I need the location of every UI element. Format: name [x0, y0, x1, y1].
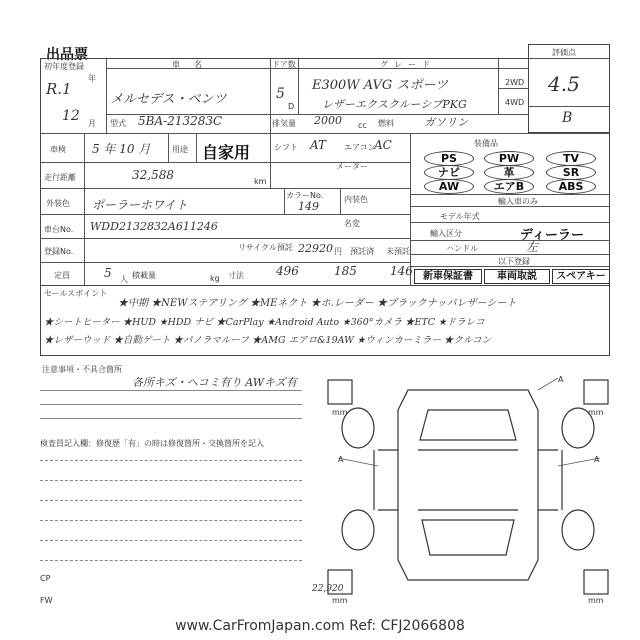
- engine-value: 2000: [314, 114, 342, 127]
- svg-text:A: A: [594, 455, 600, 464]
- fuel-value: ガソリン: [424, 116, 468, 129]
- height-value: 146: [390, 264, 413, 278]
- document-badge: スペアキー: [552, 269, 610, 284]
- sales-points-line-3: ★レザーウッド ★自動ゲート ★パノラマルーフ ★AMG エアロ&19AW ★ウィンカーミラー ★クルコン: [44, 335, 492, 346]
- svg-text:A: A: [558, 375, 564, 384]
- sales-points-label: セールスポイント: [44, 289, 108, 298]
- legend-fw: FW: [40, 596, 53, 605]
- document-badge: 新車保証書: [414, 269, 482, 284]
- equipment-item: SR: [546, 165, 596, 180]
- diagram-total: 22,920: [312, 584, 344, 594]
- equipment-label: 装備品: [474, 139, 498, 148]
- equipment-item: ABS: [546, 179, 596, 194]
- first-reg-label: 初年度登録: [44, 62, 84, 71]
- exterior-color-value: ポーラーホワイト: [92, 198, 188, 212]
- capacity-value: 5: [104, 266, 112, 280]
- legend-cp: CP: [40, 574, 51, 583]
- use-value: 自家用: [202, 143, 251, 162]
- shift-value: AT: [310, 138, 327, 152]
- eval-score: 4.5: [548, 72, 580, 96]
- equipment-item: ナビ: [424, 165, 474, 180]
- notes-value: 各所キズ・ヘコミ有り AWキズ有: [132, 376, 297, 389]
- length-value: 496: [276, 264, 299, 278]
- car-name-label: 車名: [172, 60, 216, 69]
- recycle-value: 22920: [298, 242, 333, 255]
- sales-points-line-1: ★中期 ★NEWステアリング ★MEネクト ★ホ.レーダー ★ブラックナッパレザーシート: [118, 298, 517, 309]
- notes-label: 注意事項・不具合箇所: [42, 365, 122, 374]
- mileage-value: 32,588: [132, 168, 174, 182]
- first-reg-month: 12: [62, 108, 80, 124]
- chassis-value: WDD2132832A611246: [90, 220, 218, 233]
- import-class-value: ディーラー: [520, 228, 584, 243]
- svg-text:A: A: [338, 455, 344, 464]
- grade-value-2: レザーエクスクルーシブPKG: [322, 98, 467, 111]
- eval-label: 評価点: [552, 48, 576, 57]
- equipment-item: PW: [484, 151, 534, 166]
- doors-value: 5: [276, 86, 285, 102]
- color-code-value: 149: [298, 200, 319, 213]
- document-badge: 車両取説: [484, 269, 550, 284]
- car-name-value: メルセデス・ベンツ: [110, 92, 227, 107]
- grade-value: E300W AVG スポーツ: [312, 78, 448, 93]
- watermark: www.CarFromJapan.com Ref: CFJ2066808: [175, 618, 465, 634]
- model-code: 5BA-213283C: [138, 114, 223, 128]
- inspector-label: 検査員記入欄：修復歴「有」の時は修復箇所・交換箇所を記入: [40, 439, 264, 448]
- equipment-item: TV: [546, 151, 596, 166]
- equipment-item: AW: [424, 179, 474, 194]
- handle-value: 左: [526, 240, 539, 254]
- car-damage-diagram: [318, 370, 618, 610]
- first-reg-year: R.1: [46, 80, 72, 98]
- equipment-item: エアB: [484, 179, 534, 194]
- interior-score: B: [562, 110, 573, 126]
- inspection-value: 5 年 10 月: [92, 142, 151, 156]
- grade-label: グレード: [380, 60, 436, 69]
- equipment-item: PS: [424, 151, 474, 166]
- width-value: 185: [334, 264, 357, 278]
- ac-value: AC: [374, 138, 392, 152]
- sales-points-line-2: ★シートヒーター ★HUD ★HDD ナビ ★CarPlay ★Android Auto ★360°カメラ ★ETC ★ドラレコ: [44, 317, 485, 328]
- equipment-item: 革: [484, 165, 534, 180]
- sheet-title: 出品票: [46, 47, 88, 63]
